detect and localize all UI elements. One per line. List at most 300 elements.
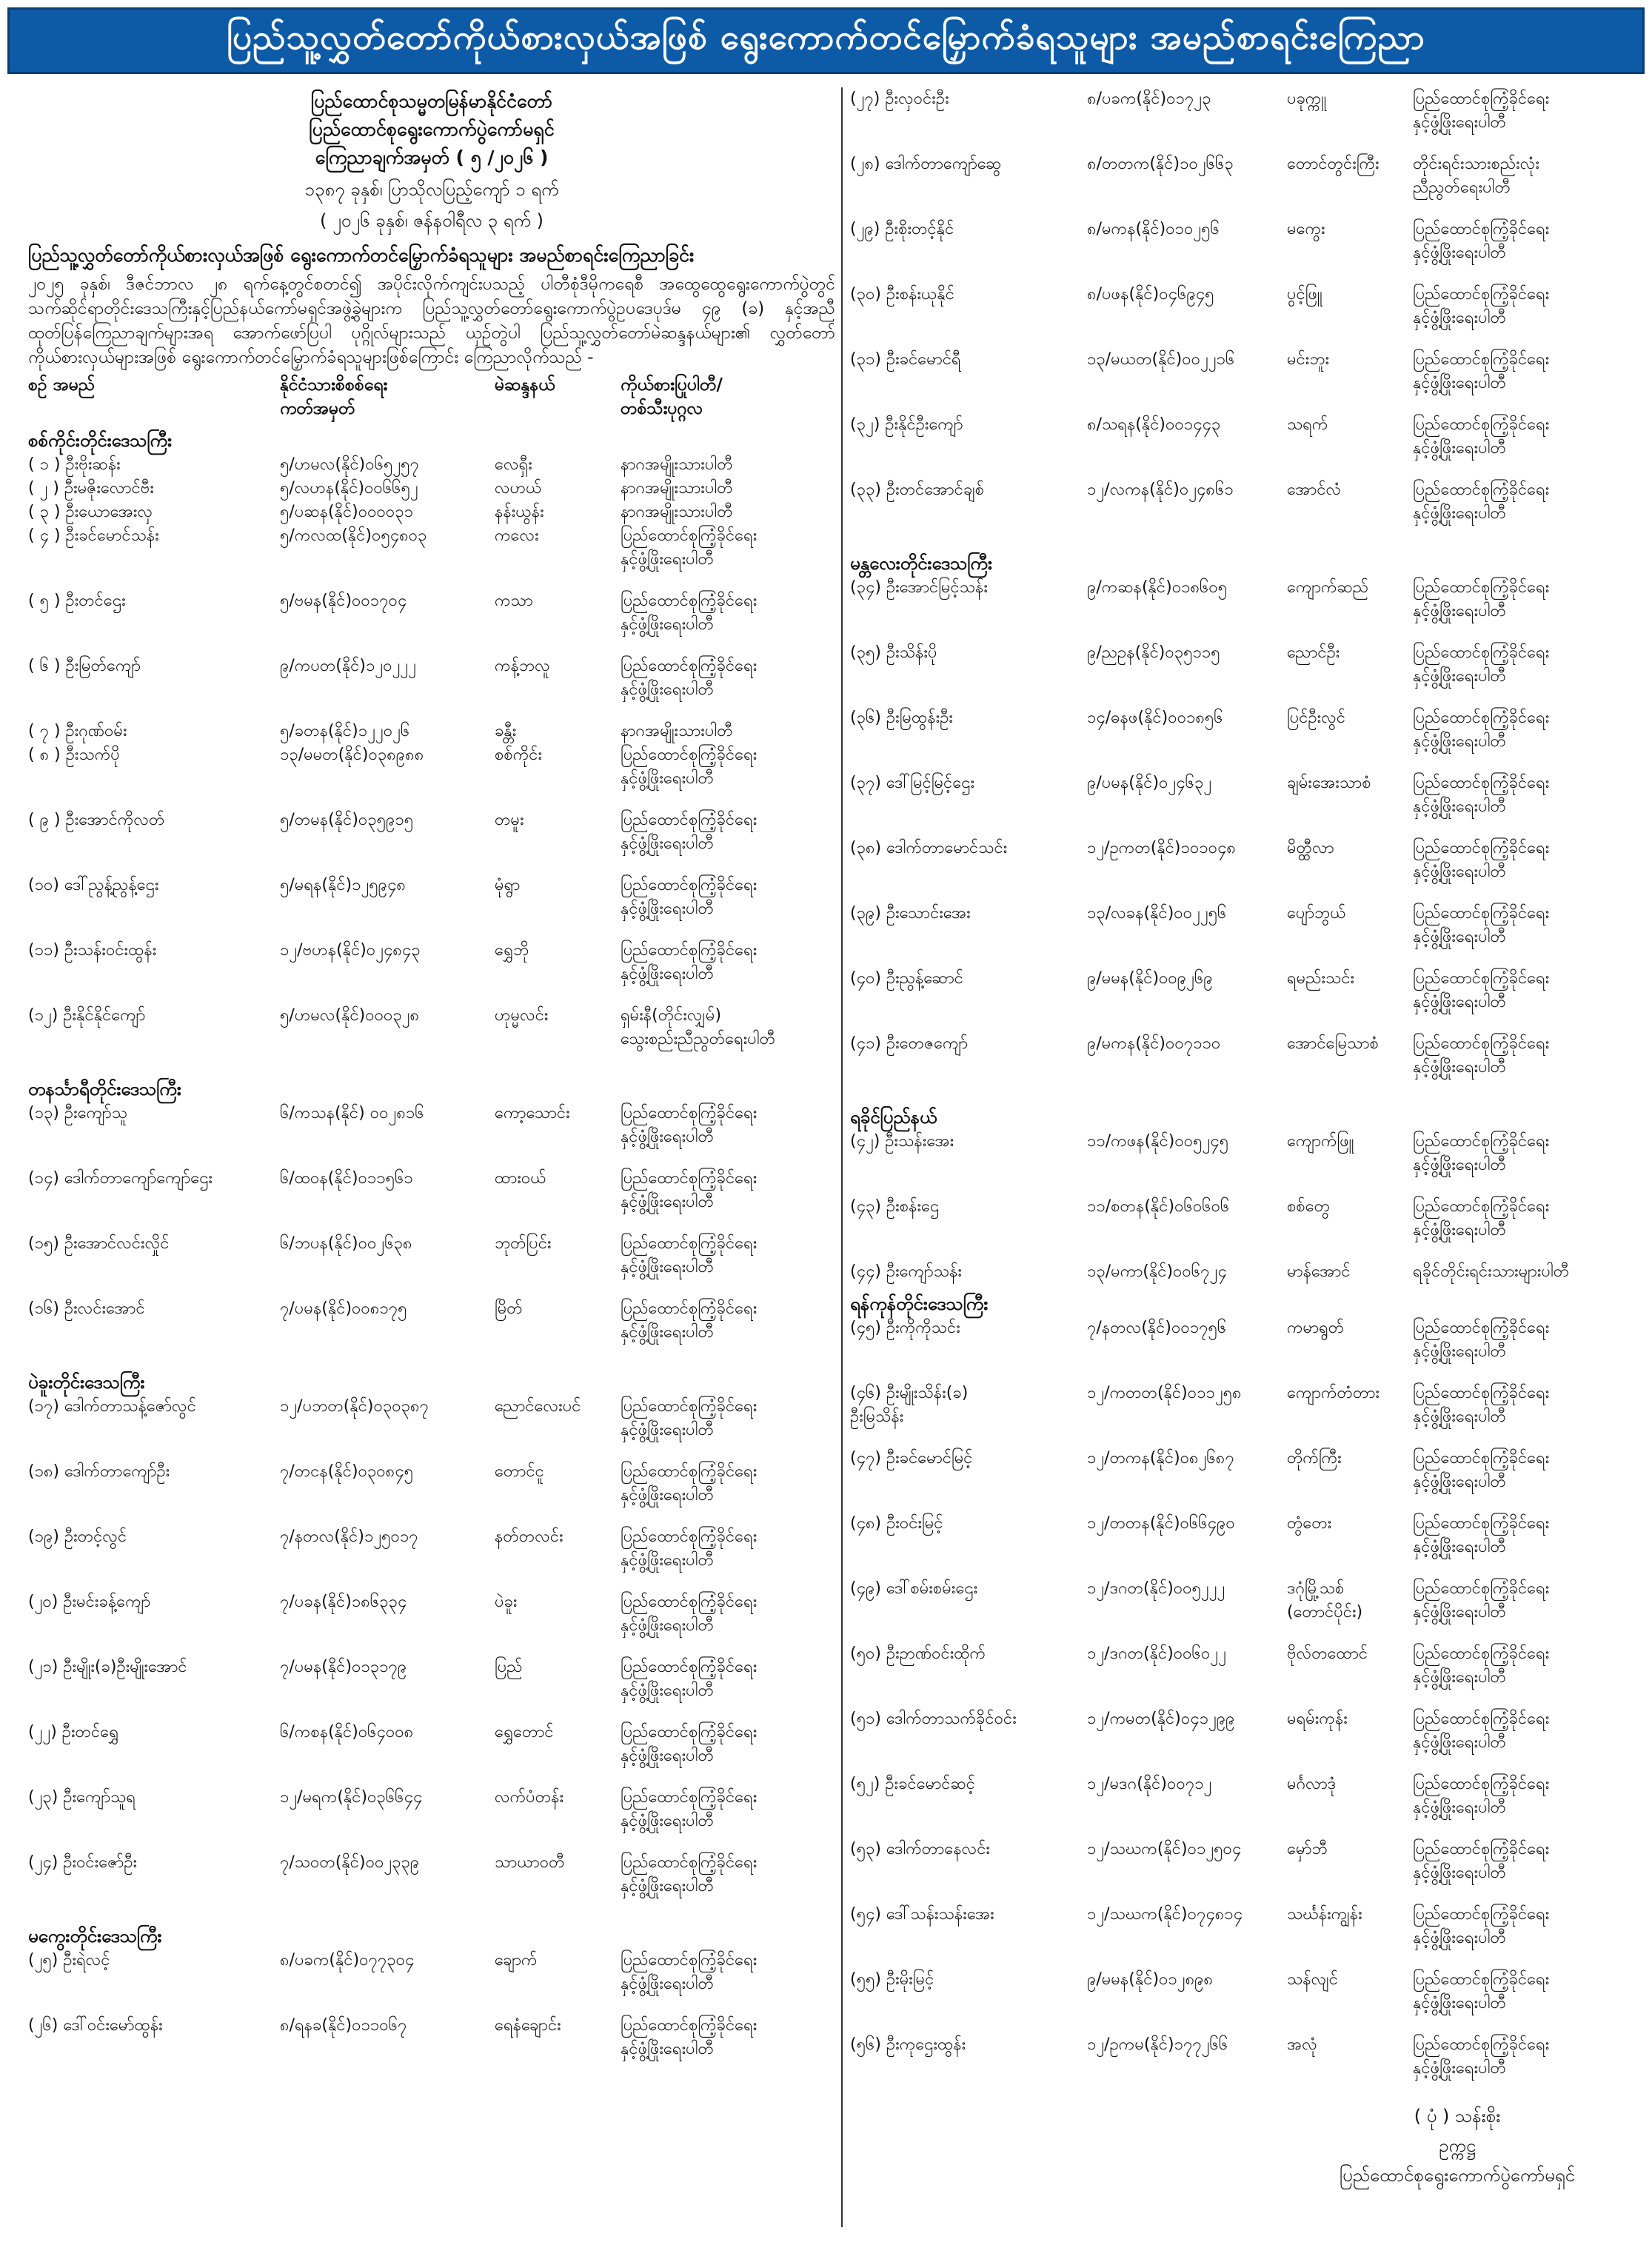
cell-const: ပျော်ဘွယ် bbox=[1287, 904, 1346, 923]
cell-const: ချမ်းအေးသာစံ bbox=[1287, 774, 1371, 792]
list-item bbox=[28, 874, 835, 939]
cell-name: (၄၀) ဦးညွန့်ဆောင် bbox=[850, 969, 963, 988]
cell-name: (၅၁) ဒေါက်တာသက်ခိုင်ဝင်း bbox=[850, 1710, 1017, 1728]
cell-name: (၄၈) ဦးဝင်းမြင့် bbox=[850, 1514, 943, 1533]
signature-block bbox=[1287, 2101, 1628, 2190]
cell-nrc: ၇/နတလ(နိုင်)၁၂၅၀၁၇ bbox=[280, 1527, 418, 1546]
list-item bbox=[28, 1395, 835, 1460]
cell-nrc: ၁၂/လကန(နိုင်)၀၂၄၈၆၁ bbox=[1087, 481, 1234, 499]
cell-name: (၂၀) ဦးမင်းခန့်ကျော် bbox=[28, 1593, 151, 1611]
cell-const: ဘုတ်ပြင်း bbox=[495, 1234, 552, 1253]
cell-party: ပြည်ထောင်စုကြံ့ခိုင်ရေး နှင့်ဖွံ့ဖြိုးရေးပါတီ bbox=[621, 1853, 758, 1895]
cell-nrc: ၈/ပခက(နိုင်)၀၇၇၃၀၄ bbox=[280, 1951, 415, 1970]
cell-const: လက်ပံတန်း bbox=[495, 1788, 564, 1807]
right-list bbox=[850, 87, 1628, 2098]
cell-name: ( ၄ ) ဦးခင်မောင်သန်း bbox=[28, 526, 159, 545]
cell-nrc: ၅/ဟမလ(နိုင်)၀၀၀၃၂၈ bbox=[280, 1006, 420, 1025]
cell-nrc: ၁၃/မကာ(နိုင်)၀၀၆၇၂၄ bbox=[1087, 1262, 1227, 1281]
list-item bbox=[850, 87, 1628, 153]
cell-const: တွံတေး bbox=[1287, 1514, 1332, 1533]
cell-party: နာဂအမျိုးသားပါတီ bbox=[621, 479, 733, 498]
cell-party: ပြည်ထောင်စုကြံ့ခိုင်ရေး နှင့်ဖွံ့ဖြိုးရေးပါတီ bbox=[1413, 1775, 1550, 1817]
cell-const: ဗိုလ်တထောင် bbox=[1287, 1644, 1368, 1663]
cell-party: ပြည်ထောင်စုကြံ့ခိုင်ရေး နှင့်ဖွံ့ဖြိုးရေးပါတီ bbox=[1413, 350, 1550, 392]
list-item bbox=[850, 1447, 1628, 1512]
list-item bbox=[28, 809, 835, 874]
cell-const: စစ်ကိုင်း bbox=[495, 746, 543, 764]
cell-name: (၅၃) ဒေါက်တာနေလင်း bbox=[850, 1840, 991, 1858]
cell-name: (၄၂) ဦးသန်းအေး bbox=[850, 1132, 954, 1151]
cell-party: ပြည်ထောင်စုကြံ့ခိုင်ရေး နှင့်ဖွံ့ဖြိုးရေးပါတီ bbox=[1413, 1319, 1550, 1361]
cell-const: ပြင်ဦးလွင် bbox=[1287, 709, 1346, 727]
cell-party: ပြည်ထောင်စုကြံ့ခိုင်ရေး နှင့်ဖွံ့ဖြိုးရေးပါတီ bbox=[1413, 1384, 1550, 1426]
cell-nrc: ၁၄/ဓနဖ(နိုင်)၀၀၁၈၅၆ bbox=[1087, 709, 1223, 727]
cell-nrc: ၅/ဗမန(နိုင်)၀၀၁၇၀၄ bbox=[280, 592, 407, 610]
cell-name: (၃၆) ဦးမြထွန်းဦး bbox=[850, 709, 953, 727]
list-item bbox=[28, 720, 835, 743]
region-heading: ရန်ကုန်တိုင်းဒေသကြီး bbox=[850, 1294, 989, 1314]
cell-nrc: ၆/ထဝန(နိုင်)၀၁၁၅၆၁ bbox=[280, 1169, 413, 1188]
cell-nrc: ၅/ခတန(နိုင်)၁၂၂၀၂၆ bbox=[280, 722, 410, 740]
cell-const: သရက် bbox=[1287, 415, 1328, 434]
cell-party: ပြည်ထောင်စုကြံ့ခိုင်ရေး နှင့်ဖွံ့ဖြိုးရေးပါတီ bbox=[1413, 1449, 1550, 1491]
cell-party: နာဂအမျိုးသားပါတီ bbox=[621, 503, 733, 521]
header-date-2: ( ၂၀၂၆ ခုနှစ်၊ ဇန်နဝါရီလ ၃ ရက် ) bbox=[319, 210, 544, 231]
cell-nrc: ၉/ကဆန(နိုင်)၀၁၈၆၀၅ bbox=[1087, 578, 1228, 597]
cell-party: ပြည်ထောင်စုကြံ့ခိုင်ရေး နှင့်ဖွံ့ဖြိုးရေးပါတီ bbox=[1413, 643, 1550, 686]
cell-name: (၁၃) ဦးကျော်သူ bbox=[28, 1104, 127, 1122]
cell-const: မကွေး bbox=[1287, 220, 1325, 238]
cell-party: နာဂအမျိုးသားပါတီ bbox=[621, 722, 733, 740]
cell-party: ပြည်ထောင်စုကြံ့ခိုင်ရေး နှင့်ဖွံ့ဖြိုးရေးပါတီ bbox=[1413, 285, 1550, 327]
list-item bbox=[850, 283, 1628, 348]
region-heading: ရခိုင်ပြည်နယ် bbox=[850, 1107, 937, 1128]
cell-party: ပြည်ထောင်စုကြံ့ခိုင်ရေး နှင့်ဖွံ့ဖြိုးရေးပါတီ bbox=[1413, 220, 1550, 262]
cell-name: ( ၇ ) ဦးဂုဏ်ဝမ်း bbox=[28, 722, 127, 740]
cell-nrc: ၁၂/မရက(နိုင်)၀၃၆၆၄၄ bbox=[280, 1788, 423, 1807]
cell-nrc: ၁၃/လခန(နိုင်)၀၀၂၂၅၆ bbox=[1087, 904, 1227, 923]
cell-name: (၂၉) ဦးစိုးတင့်နိုင် bbox=[850, 220, 954, 238]
cell-name: (၂၈) ဒေါက်တာကျော်ဆွေ bbox=[850, 155, 1002, 173]
announcement-subtitle: ပြည်သူ့လွှတ်တော်ကိုယ်စားလှယ်အဖြစ် ရွေးကောက်တင်မြှောက်ခံရသူများ အမည်စာရင်းကြေညာခြင်း bbox=[28, 244, 695, 266]
announcement-body bbox=[28, 87, 1628, 2227]
cell-name: (၃၈) ဒေါက်တာမောင်သင်း bbox=[850, 839, 1008, 857]
list-item bbox=[28, 743, 835, 809]
cell-party: ပြည်ထောင်စုကြံ့ခိုင်ရေး နှင့်ဖွံ့ဖြိုးရေးပါတီ bbox=[1413, 578, 1550, 620]
cell-party: ပြည်ထောင်စုကြံ့ခိုင်ရေး နှင့်ဖွံ့ဖြိုးရေးပါတီ bbox=[1413, 1514, 1550, 1556]
cell-const: မာန်အောင် bbox=[1287, 1262, 1351, 1281]
cell-const: ညောင်လေးပင် bbox=[495, 1397, 581, 1416]
cell-const: မင်္ဂလာဒုံ bbox=[1287, 1775, 1337, 1793]
list-item bbox=[850, 837, 1628, 902]
region-heading: စစ်ကိုင်းတိုင်းဒေသကြီး bbox=[28, 430, 173, 451]
signature-name: ( ပုံ ) သန်းစိုး bbox=[1414, 2106, 1501, 2126]
cell-const: ရွှေဘို bbox=[495, 941, 529, 960]
cell-name: (၂၇) ဦးလှဝင်းဦး bbox=[850, 90, 949, 108]
cell-party: ပြည်ထောင်စုကြံ့ခိုင်ရေး နှင့်ဖွံ့ဖြိုးရေးပါတီ bbox=[1413, 1579, 1550, 1622]
cell-name: (၄၇) ဦးခင်မောင်မြင့် bbox=[850, 1449, 973, 1468]
cell-name: (၁၅) ဦးအောင်လင်းလှိုင် bbox=[28, 1234, 170, 1253]
cell-name: (၃၂) ဦးနိုင်ဦးကျော် bbox=[850, 415, 963, 434]
cell-const: စစ်တွေ bbox=[1287, 1197, 1331, 1216]
cell-name: (၁၀) ဒေါ်ညွန့်ညွန့်ဌေး bbox=[28, 876, 159, 894]
left-list bbox=[28, 428, 835, 2079]
list-item bbox=[850, 1773, 1628, 1838]
cell-name: (၅၂) ဦးခင်မောင်ဆင့် bbox=[850, 1775, 975, 1793]
list-item bbox=[28, 1102, 835, 1167]
cell-const: ကော့သောင်း bbox=[495, 1104, 570, 1122]
list-item bbox=[850, 967, 1628, 1032]
cell-const: မှော်ဘီ bbox=[1287, 1840, 1328, 1858]
cell-nrc: ၇/ပမန(နိုင်)၀၀၈၁၇၅ bbox=[280, 1299, 407, 1318]
cell-party: ပြည်ထောင်စုကြံ့ခိုင်ရေး နှင့်ဖွံ့ဖြိုးရေးပါတီ bbox=[1413, 2035, 1550, 2078]
cell-nrc: ၁၂/ဗဟန(နိုင်)၀၂၄၈၄၃ bbox=[280, 941, 421, 960]
cell-name: (၃၃) ဦးတင်အောင်ချစ် bbox=[850, 481, 985, 499]
list-item bbox=[850, 1707, 1628, 1773]
cell-name: (၄၄) ဦးကျော်သန်း bbox=[850, 1262, 962, 1281]
list-item bbox=[850, 1577, 1628, 1642]
cell-party: ပြည်ထောင်စုကြံ့ခိုင်ရေး နှင့်ဖွံ့ဖြိုးရေးပါတီ bbox=[1413, 1034, 1550, 1077]
cell-nrc: ၅/ကလထ(နိုင်)၀၅၄၈၀၃ bbox=[280, 526, 427, 545]
list-item bbox=[28, 1851, 835, 1916]
region-heading: တနင်္သာရီတိုင်းဒေသကြီး bbox=[28, 1079, 181, 1100]
header-line-1: ပြည်ထောင်စုသမ္မတမြန်မာနိုင်ငံတော် bbox=[310, 90, 553, 112]
list-item bbox=[850, 1838, 1628, 1903]
cell-nrc: ၇/တငန(နိုင်)၀၃၀၈၄၅ bbox=[280, 1462, 413, 1481]
list-item bbox=[850, 1968, 1628, 2033]
cell-const: ရွှေတောင် bbox=[495, 1723, 554, 1741]
list-item bbox=[28, 1004, 835, 1069]
list-item bbox=[850, 413, 1628, 478]
cell-name: (၁၈) ဒေါက်တာကျော်ဦး bbox=[28, 1462, 170, 1481]
cell-const: ပြည် bbox=[495, 1658, 523, 1676]
cell-const: မင်းဘူး bbox=[1287, 350, 1330, 369]
cell-const: မုံရွာ bbox=[495, 876, 521, 894]
right-column bbox=[850, 87, 1628, 2098]
cell-nrc: ၇/သဝတ(နိုင်)၀၀၂၃၃၉ bbox=[280, 1853, 420, 1872]
list-item bbox=[850, 218, 1628, 283]
cell-party: ပြည်ထောင်စုကြံ့ခိုင်ရေး နှင့်ဖွံ့ဖြိုးရေးပါတီ bbox=[621, 1951, 758, 1993]
cell-const: သင်္ဃန်းကျွန်း bbox=[1287, 1905, 1362, 1924]
list-item bbox=[850, 706, 1628, 772]
cell-const: ပွင့်ဖြူ bbox=[1287, 285, 1322, 304]
cell-nrc: ၈/ပခက(နိုင်)၀၁၇၂၃ bbox=[1087, 90, 1211, 108]
list-item bbox=[850, 1195, 1628, 1260]
list-item bbox=[28, 1786, 835, 1851]
cell-party: ပြည်ထောင်စုကြံ့ခိုင်ရေး နှင့်ဖွံ့ဖြိုးရေးပါတီ bbox=[621, 592, 758, 634]
list-item bbox=[850, 1130, 1628, 1195]
list-item bbox=[850, 1382, 1628, 1447]
list-item bbox=[850, 772, 1628, 837]
cell-name: (၄၁) ဦးတေဇကျော် bbox=[850, 1034, 969, 1053]
cell-name: (၄၃) ဦးစန်းဌေ bbox=[850, 1197, 940, 1216]
cell-name: (၂၆) ဒေါ်ဝင်းမော်ထွန်း bbox=[28, 2016, 163, 2035]
header-date-1: ၁၃၈၇ ခုနှစ်၊ ပြာသိုလပြည့်ကျော် ၁ ရက် bbox=[304, 179, 559, 200]
list-item bbox=[850, 348, 1628, 413]
cell-party: ပြည်ထောင်စုကြံ့ခိုင်ရေး နှင့်ဖွံ့ဖြိုးရေးပါတီ bbox=[1413, 481, 1550, 523]
cell-nrc: ၁၃/မမတ(နိုင်)၀၃၈၉၈၈ bbox=[280, 746, 424, 764]
list-item bbox=[28, 524, 835, 589]
cell-name: (၂၅) ဦးရဲလင့် bbox=[28, 1951, 110, 1970]
cell-nrc: ၁၂/ဥကတ(နိုင်)၁၀၁၀၄၈ bbox=[1087, 839, 1236, 857]
cell-const: ချောက် bbox=[495, 1951, 538, 1970]
region-heading: မကွေးတိုင်းဒေသကြီး bbox=[28, 1926, 162, 1947]
cell-party: ပြည်ထောင်စုကြံ့ခိုင်ရေး နှင့်ဖွံ့ဖြိုးရေးပါတီ bbox=[1413, 709, 1550, 751]
cell-nrc: ၈/မကန(နိုင်)၀၁၀၂၅၆ bbox=[1087, 220, 1220, 238]
cell-party: ပြည်ထောင်စုကြံ့ခိုင်ရေး နှင့်ဖွံ့ဖြိုးရေးပါတီ bbox=[621, 2016, 758, 2058]
cell-nrc: ၉/ကပတ(နိုင်)၁၂၀၂၂၂ bbox=[280, 657, 416, 675]
cell-name: (၂၃) ဦးကျော်သူရ bbox=[28, 1788, 136, 1807]
cell-name: (၅၄) ဒေါ်သန်းသန်းအေး bbox=[850, 1905, 994, 1924]
list-item bbox=[850, 1032, 1628, 1097]
cell-party: ပြည်ထောင်စုကြံ့ခိုင်ရေး နှင့်ဖွံ့ဖြိုးရေးပါတီ bbox=[1413, 839, 1550, 881]
cell-name: (၂၁) ဦးမျိုး(ခ)ဦးမျိုးအောင် bbox=[28, 1658, 187, 1676]
cell-const: အောင်လံ bbox=[1287, 481, 1342, 499]
region-heading: ပဲခူးတိုင်းဒေသကြီး bbox=[28, 1372, 145, 1393]
cell-name: (၅၀) ဦးဉာဏ်ဝင်းထိုက် bbox=[850, 1644, 986, 1663]
cell-name: (၄၉) ဒေါ်စမ်းစမ်းဌေး bbox=[850, 1579, 978, 1598]
header-line-3: ကြေညာချက်အမှတ် ( ၅ /၂၀၂၆ ) bbox=[315, 147, 549, 168]
cell-const: ရမည်းသင်း bbox=[1287, 969, 1355, 988]
cell-const: ရေနံချောင်း bbox=[495, 2016, 561, 2035]
cell-const: ဒဂုံမြို့သစ် (တောင်ပိုင်း) bbox=[1287, 1579, 1363, 1622]
cell-const: ဟုမ္မလင်း bbox=[495, 1006, 549, 1025]
table-header-constituency: မဲဆန္ဒနယ် bbox=[495, 375, 555, 395]
title-banner bbox=[7, 7, 1645, 74]
cell-party: ပြည်ထောင်စုကြံ့ခိုင်ရေး နှင့်ဖွံ့ဖြိုးရေးပါတီ bbox=[621, 1234, 758, 1276]
cell-name: (၁၄) ဒေါက်တာကျော်ကျော်ဌေး bbox=[28, 1169, 213, 1188]
cell-nrc: ၁၂/သဃက(နိုင်)၀၁၂၅၀၄ bbox=[1087, 1840, 1242, 1858]
cell-const: လဟယ် bbox=[495, 479, 542, 498]
cell-name: (၃၁) ဦးခင်မောင်ရီ bbox=[850, 350, 961, 369]
list-item bbox=[28, 2014, 835, 2079]
cell-party: ပြည်ထောင်စုကြံ့ခိုင်ရေး နှင့်ဖွံ့ဖြိုးရေးပါတီ bbox=[621, 1462, 758, 1505]
list-item bbox=[850, 641, 1628, 706]
cell-nrc: ၈/ရနခ(နိုင်)၀၁၁၀၆၇ bbox=[280, 2016, 407, 2035]
cell-name: (၁၉) ဦးတင့်လွင် bbox=[28, 1527, 127, 1546]
cell-const: မိတ္ထီလာ bbox=[1287, 839, 1334, 857]
cell-nrc: ၈/သရန(နိုင်)၀၀၁၄၄၃ bbox=[1087, 415, 1221, 434]
region-heading: မန္တလေးတိုင်းဒေသကြီး bbox=[850, 553, 992, 574]
list-item bbox=[850, 1642, 1628, 1707]
cell-const: ညောင်ဦး bbox=[1287, 643, 1340, 662]
cell-const: မြိတ် bbox=[495, 1299, 523, 1318]
cell-party: ပြည်ထောင်စုကြံ့ခိုင်ရေး နှင့်ဖွံ့ဖြိုးရေးပါတီ bbox=[1413, 1905, 1550, 1947]
cell-name: (၁၆) ဦးလင်းအောင် bbox=[28, 1299, 145, 1318]
cell-name: ( ၂ ) ဦးမဇိုးလောင်ဗီး bbox=[28, 479, 154, 498]
signature-org: ပြည်ထောင်စုရွေးကောက်ပွဲကော်မရှင် bbox=[1340, 2165, 1575, 2186]
cell-name: (၄၅) ဦးကိုကိုသင်း bbox=[850, 1319, 960, 1337]
cell-name: (၃၇) ဒေါ်မြင့်မြင့်ဌေး bbox=[850, 774, 975, 792]
cell-name: (၂၄) ဦးဝင်းဇော်ဦး bbox=[28, 1853, 138, 1872]
cell-party: ပြည်ထောင်စုကြံ့ခိုင်ရေး နှင့်ဖွံ့ဖြိုးရေးပါတီ bbox=[1413, 90, 1550, 132]
cell-const: သာယာဝတီ bbox=[495, 1853, 565, 1872]
cell-nrc: ၁၂/မဒဂ(နိုင်)၀၀၇၁၂ bbox=[1087, 1775, 1212, 1793]
cell-party: ပြည်ထောင်စုကြံ့ခိုင်ရေး နှင့်ဖွံ့ဖြိုးရေးပါတီ bbox=[1413, 904, 1550, 946]
cell-party: တိုင်းရင်းသားစည်းလုံး ညီညွတ်ရေးပါတီ bbox=[1413, 155, 1539, 197]
list-item bbox=[28, 1297, 835, 1362]
cell-party: ပြည်ထောင်စုကြံ့ခိုင်ရေး နှင့်ဖွံ့ဖြိုးရေးပါတီ bbox=[621, 1527, 758, 1570]
cell-const: ကသာ bbox=[495, 592, 533, 610]
cell-nrc: ၈/တတက(နိုင်)၁၀၂၆၆၃ bbox=[1087, 155, 1234, 173]
cell-const: လေရှီး bbox=[495, 455, 532, 474]
cell-party: ပြည်ထောင်စုကြံ့ခိုင်ရေး နှင့်ဖွံ့ဖြိုးရေးပါတီ bbox=[1413, 1644, 1550, 1687]
cell-party: ပြည်ထောင်စုကြံ့ခိုင်ရေး နှင့်ဖွံ့ဖြိုးရေးပါတီ bbox=[621, 941, 758, 983]
cell-name: (၄၆) ဦးမျိုးသိန်း(ခ) ဦးမြသိန်း bbox=[850, 1384, 969, 1426]
cell-name: (၁၂) ဦးနိုင်နိုင်ကျော် bbox=[28, 1006, 146, 1025]
list-item bbox=[28, 501, 835, 524]
cell-const: သန်လျင် bbox=[1287, 1970, 1338, 1989]
cell-party: ရှမ်းနီ(တိုင်းလျှမ်) သွေးစည်းညီညွတ်ရေးပါတီ bbox=[621, 1006, 776, 1048]
cell-party: ပြည်ထောင်စုကြံ့ခိုင်ရေး နှင့်ဖွံ့ဖြိုးရေးပါတီ bbox=[1413, 415, 1550, 458]
cell-party: နာဂအမျိုးသားပါတီ bbox=[621, 455, 733, 474]
cell-party: ပြည်ထောင်စုကြံ့ခိုင်ရေး နှင့်ဖွံ့ဖြိုးရေးပါတီ bbox=[1413, 969, 1550, 1011]
cell-party: ပြည်ထောင်စုကြံ့ခိုင်ရေး နှင့်ဖွံ့ဖြိုးရေးပါတီ bbox=[621, 1397, 758, 1439]
cell-const: တောင်တွင်းကြီး bbox=[1287, 155, 1380, 173]
cell-nrc: ၅/လဟန(နိုင်)၀၀၆၆၅၂ bbox=[280, 479, 418, 498]
cell-const: ကျောက်ဖြူ bbox=[1287, 1132, 1354, 1151]
cell-name: (၃၉) ဦးသောင်းအေး bbox=[850, 904, 971, 923]
cell-party: ပြည်ထောင်စုကြံ့ခိုင်ရေး နှင့်ဖွံ့ဖြိုးရေးပါတီ bbox=[621, 1658, 758, 1700]
cell-party: ပြည်ထောင်စုကြံ့ခိုင်ရေး နှင့်ဖွံ့ဖြိုးရေးပါတီ bbox=[1413, 1710, 1550, 1752]
cell-party: ပြည်ထောင်စုကြံ့ခိုင်ရေး နှင့်ဖွံ့ဖြိုးရေးပါတီ bbox=[1413, 1132, 1550, 1174]
cell-name: (၅၅) ဦးမိုးမြင့် bbox=[850, 1970, 934, 1989]
cell-const: နန်းယွန်း bbox=[495, 503, 544, 521]
cell-nrc: ၅/ပဆန(နိုင်)၀၀၀၀၃၁ bbox=[280, 503, 413, 521]
cell-nrc: ၉/မကန(နိုင်)၀၀၇၁၁၀ bbox=[1087, 1034, 1221, 1053]
cell-nrc: ၁၂/ကတတ(နိုင်)၀၁၁၂၅၈ bbox=[1087, 1384, 1242, 1402]
table-header-nrc: နိုင်ငံသားစိစစ်ရေး ကတ်အမှတ် bbox=[280, 375, 388, 418]
table-header-name: စဉ် အမည် bbox=[28, 375, 96, 395]
cell-nrc: ၇/နတလ(နိုင်)၀၀၁၇၅၆ bbox=[1087, 1319, 1227, 1337]
cell-name: (၃၀) ဦးစန်းယုနိုင် bbox=[850, 285, 954, 304]
cell-party: ပြည်ထောင်စုကြံ့ခိုင်ရေး နှင့်ဖွံ့ဖြိုးရေးပါတီ bbox=[621, 1299, 758, 1342]
cell-nrc: ၉/မမန(နိုင်)၀၁၂၈၉၈ bbox=[1087, 1970, 1214, 1989]
cell-name: (၃၄) ဦးအောင်မြင့်သန်း bbox=[850, 578, 988, 597]
cell-name: ( ၁ ) ဦးဗိုးဆန်း bbox=[28, 455, 121, 474]
list-item bbox=[850, 1512, 1628, 1577]
cell-name: (၅၆) ဦးကုဌေးထွန်း bbox=[850, 2035, 966, 2054]
cell-name: ( ၆ ) ဦးမြတ်ကျော် bbox=[28, 657, 141, 675]
cell-party: ပြည်ထောင်စုကြံ့ခိုင်ရေး နှင့်ဖွံ့ဖြိုးရေးပါတီ bbox=[621, 526, 758, 569]
cell-party: ပြည်ထောင်စုကြံ့ခိုင်ရေး နှင့်ဖွံ့ဖြိုးရေးပါတီ bbox=[621, 1104, 758, 1146]
cell-nrc: ၈/ပဖန(နိုင်)၀၄၆၉၄၅ bbox=[1087, 285, 1214, 304]
cell-nrc: ၁၁/ကဖန(နိုင်)၀၀၅၂၄၅ bbox=[1087, 1132, 1229, 1151]
cell-party: ပြည်ထောင်စုကြံ့ခိုင်ရေး နှင့်ဖွံ့ဖြိုးရေးပါတီ bbox=[621, 811, 758, 853]
cell-name: (၁၁) ဦးသန်းဝင်းထွန်း bbox=[28, 941, 157, 960]
cell-nrc: ၇/ပခန(နိုင်)၁၈၆၃၃၄ bbox=[280, 1593, 407, 1611]
cell-nrc: ၉/ပမန(နိုင်)၀၂၄၆၃၂ bbox=[1087, 774, 1212, 792]
list-item bbox=[28, 1721, 835, 1786]
cell-party: ပြည်ထောင်စုကြံ့ခိုင်ရေး နှင့်ဖွံ့ဖြိုးရေးပါတီ bbox=[621, 1593, 758, 1635]
cell-nrc: ၅/ဟမလ(နိုင်)၀၆၅၂၅၇ bbox=[280, 455, 419, 474]
list-item bbox=[28, 655, 835, 720]
list-item bbox=[850, 1316, 1628, 1382]
cell-const: မရမ်းကုန်း bbox=[1287, 1710, 1348, 1728]
list-item bbox=[28, 1525, 835, 1590]
cell-const: ကလေး bbox=[495, 526, 539, 545]
cell-nrc: ၇/ပမန(နိုင်)၀၁၃၁၇၉ bbox=[280, 1658, 407, 1676]
cell-nrc: ၁၂/တတန(နိုင်)၀၆၆၄၉၀ bbox=[1087, 1514, 1235, 1533]
list-item bbox=[28, 1949, 835, 2014]
signature-title: ဥက္ကဋ္ဌ bbox=[1439, 2135, 1476, 2156]
list-item bbox=[850, 1260, 1628, 1284]
cell-party: ပြည်ထောင်စုကြံ့ခိုင်ရေး နှင့်ဖွံ့ဖြိုးရေးပါတီ bbox=[1413, 1840, 1550, 1882]
cell-nrc: ၉/မမန(နိုင်)၀၀၉၂၆၉ bbox=[1087, 969, 1213, 988]
cell-party: ပြည်ထောင်စုကြံ့ခိုင်ရေး နှင့်ဖွံ့ဖြိုးရေးပါတီ bbox=[621, 657, 758, 699]
cell-name: ( ၃ ) ဦးယောအေးလှ bbox=[28, 503, 153, 521]
list-item bbox=[28, 589, 835, 655]
cell-party: ပြည်ထောင်စုကြံ့ခိုင်ရေး နှင့်ဖွံ့ဖြိုးရေးပါတီ bbox=[621, 876, 758, 918]
cell-nrc: ၁၂/ဒဂတ(နိုင်)၀၀၆၀၂၂ bbox=[1087, 1644, 1226, 1663]
cell-name: (၁၇) ဒေါက်တာသန့်ဇော်လွင် bbox=[28, 1397, 196, 1416]
cell-party: ပြည်ထောင်စုကြံ့ခိုင်ရေး နှင့်ဖွံ့ဖြိုးရေးပါတီ bbox=[621, 1723, 758, 1765]
cell-nrc: ၁၂/သဃက(နိုင်)၀၇၄၈၁၄ bbox=[1087, 1905, 1243, 1924]
cell-nrc: ၁၂/ဥကမ(နိုင်)၁၇၇၂၆၆ bbox=[1087, 2035, 1228, 2054]
cell-nrc: ၆/ကသန(နိုင်) ၀၀၂၈၁၆ bbox=[280, 1104, 424, 1122]
cell-const: ခန္တီး bbox=[495, 722, 517, 740]
list-item bbox=[28, 477, 835, 501]
cell-const: တိုက်ကြီး bbox=[1287, 1449, 1342, 1468]
cell-nrc: ၆/ကစန(နိုင်)၀၆၄၀၀၈ bbox=[280, 1723, 414, 1741]
cell-const: ပခုက္ကူ bbox=[1287, 90, 1326, 108]
cell-party: ပြည်ထောင်စုကြံ့ခိုင်ရေး နှင့်ဖွံ့ဖြိုးရေးပါတီ bbox=[621, 1169, 758, 1211]
cell-party: ပြည်ထောင်စုကြံ့ခိုင်ရေး နှင့်ဖွံ့ဖြိုးရေးပါတီ bbox=[1413, 1197, 1550, 1239]
list-item bbox=[850, 902, 1628, 967]
cell-name: ( ၅ ) ဦးတင်ဌေး bbox=[28, 592, 126, 610]
cell-const: အောင်မြေသာစံ bbox=[1287, 1034, 1379, 1053]
cell-const: ထားဝယ် bbox=[495, 1169, 546, 1188]
cell-nrc: ၁၂/ကမတ(နိုင်)၀၄၁၂၉၉ bbox=[1087, 1710, 1235, 1728]
cell-const: ကျောက်တံတား bbox=[1287, 1384, 1380, 1402]
cell-name: ( ၈ ) ဦးသက်ပို bbox=[28, 746, 120, 764]
list-item bbox=[28, 1167, 835, 1232]
cell-const: ကျောက်ဆည် bbox=[1287, 578, 1369, 597]
cell-nrc: ၁၂/တကန(နိုင်)၀၈၂၆၈၇ bbox=[1087, 1449, 1234, 1468]
list-item bbox=[28, 453, 835, 477]
list-item bbox=[28, 1460, 835, 1525]
cell-const: ပဲခူး bbox=[495, 1593, 518, 1611]
cell-party: ပြည်ထောင်စုကြံ့ခိုင်ရေး နှင့်ဖွံ့ဖြိုးရေးပါတီ bbox=[621, 746, 758, 788]
cell-const: ကန့်ဘလူ bbox=[495, 657, 550, 675]
list-item bbox=[850, 576, 1628, 641]
cell-name: (၂၂) ဦးတင်ရွှေ bbox=[28, 1723, 119, 1741]
list-item bbox=[28, 1232, 835, 1297]
list-item bbox=[850, 478, 1628, 543]
cell-nrc: ၁၂/ဒဂတ(နိုင်)၀၀၅၂၂၂ bbox=[1087, 1579, 1225, 1598]
banner-title: ပြည်သူ့လွှတ်တော်ကိုယ်စားလှယ်အဖြစ် ရွေးကောက်တင်မြှောက်ခံရသူများ အမည်စာရင်းကြေညာ bbox=[227, 16, 1425, 57]
list-item bbox=[28, 1590, 835, 1656]
cell-party: ပြည်ထောင်စုကြံ့ခိုင်ရေး နှင့်ဖွံ့ဖြိုးရေးပါတီ bbox=[1413, 774, 1550, 816]
cell-name: (၃၅) ဦးသိန်းပို bbox=[850, 643, 937, 662]
list-item bbox=[850, 153, 1628, 218]
cell-party: ပြည်ထောင်စုကြံ့ခိုင်ရေး နှင့်ဖွံ့ဖြိုးရေးပါတီ bbox=[1413, 1970, 1550, 2012]
cell-const: နတ်တလင်း bbox=[495, 1527, 564, 1546]
cell-nrc: ၁၁/စတန(နိုင်)၀၆၀၆၀၆ bbox=[1087, 1197, 1230, 1216]
cell-nrc: ၆/ဘပန(နိုင်)၀၀၂၆၃၈ bbox=[280, 1234, 412, 1253]
cell-name: ( ၉ ) ဦးအောင်ကိုလတ် bbox=[28, 811, 165, 829]
cell-party: ပြည်ထောင်စုကြံ့ခိုင်ရေး နှင့်ဖွံ့ဖြိုးရေးပါတီ bbox=[621, 1788, 758, 1830]
cell-const: တမူး bbox=[495, 811, 524, 829]
intro-paragraph: ၂၀၂၅ ခုနှစ်၊ ဒီဇင်ဘာလ ၂၈ ရက်နေ့တွင်စတင်၍ အပိုင်းလိုက်ကျင်းပသည့် ပါတီစုံဒီမိုကရေစီ အထွေထွေရွေးကောက်ပွဲတွင် သက်ဆိုင်ရာတိုင်းဒေသကြီးနှင့်ပြည်နယ်ကော်မရှင်အဖွဲ့ခွဲများက ပြည်သူ့လွှတ်တော်ရွေးကောက်ပွဲဥပဒေပုဒ်မ ၄၉ (ခ) နှင့်အညီ ထုတ်ပြန်ကြေညာချက်များအရ အောက်ဖော်ပြပါ ပုဂ္ဂိုလ်များသည် ယှဉ်တွဲပါ ပြည်သူ့လွှတ်တော်မဲဆန္ဒနယ်များ၏ လွှတ်တော်ကိုယ်စားလှယ်များအဖြစ် ရွေးကောက်တင်မြှောက်ခံရသူများဖြစ်ကြောင်း ကြေညာလိုက်သည် - bbox=[28, 275, 835, 367]
cell-const: ကမာရွတ် bbox=[1287, 1319, 1345, 1337]
list-item bbox=[850, 2033, 1628, 2098]
column-divider bbox=[841, 87, 843, 2227]
cell-const: တောင်ငူ bbox=[495, 1462, 544, 1481]
table-header-party: ကိုယ်စားပြုပါတီ/ တစ်သီးပုဂ္ဂလ bbox=[621, 375, 723, 418]
cell-nrc: ၁၂/ပဘတ(နိုင်)၀၃၀၃၈၇ bbox=[280, 1397, 429, 1416]
left-column bbox=[28, 87, 835, 2079]
